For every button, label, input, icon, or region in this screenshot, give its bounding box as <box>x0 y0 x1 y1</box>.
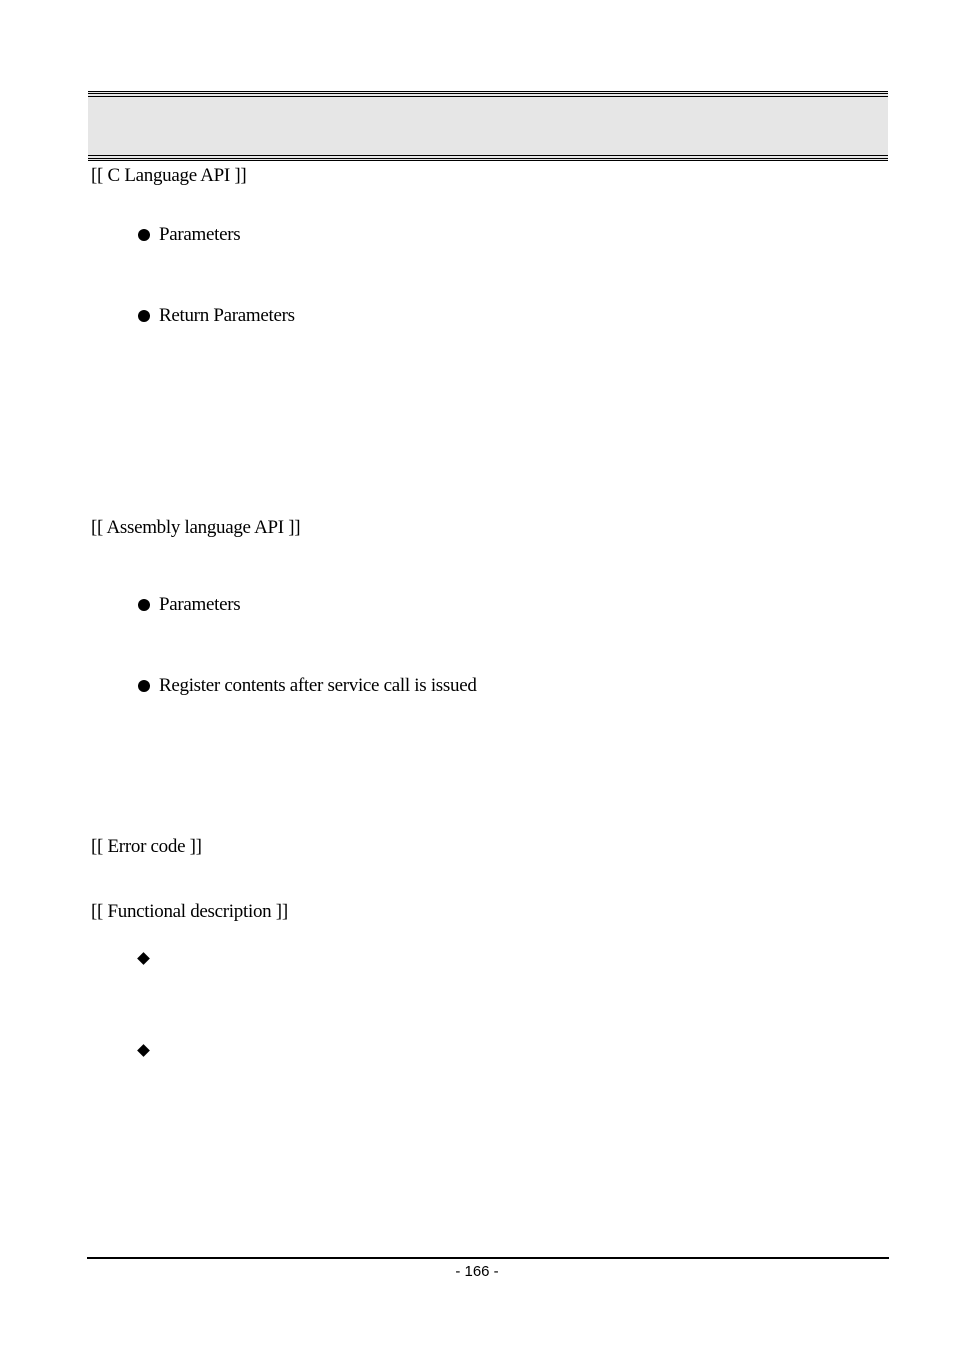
c-language-api-heading: [[ C Language API ]] <box>91 165 247 186</box>
bullet-dot-icon <box>138 229 150 241</box>
c-api-parameters-item <box>138 224 240 246</box>
diamond-icon <box>137 1044 150 1057</box>
asm-api-register-contents-item <box>138 675 477 697</box>
footer-rule <box>87 1257 889 1259</box>
asm-api-parameters-label: Parameters <box>159 594 241 615</box>
functional-description-heading: [[ Functional description ]] <box>91 901 288 922</box>
bullet-dot-icon <box>138 310 150 322</box>
page-number: - 166 - <box>455 1263 499 1280</box>
c-api-return-parameters-item <box>138 305 295 327</box>
asm-api-register-contents-label: Register contents after service call is issued <box>159 675 477 696</box>
c-api-return-parameters-label: Return Parameters <box>159 305 295 326</box>
assembly-language-api-heading: [[ Assembly language API ]] <box>91 517 301 538</box>
asm-api-parameters-item <box>138 594 240 616</box>
c-api-parameters-label: Parameters <box>159 224 241 245</box>
error-code-heading: [[ Error code ]] <box>91 836 202 857</box>
bullet-dot-icon <box>138 599 150 611</box>
bullet-dot-icon <box>138 680 150 692</box>
section-header-band <box>88 91 888 161</box>
diamond-icon <box>137 952 150 965</box>
